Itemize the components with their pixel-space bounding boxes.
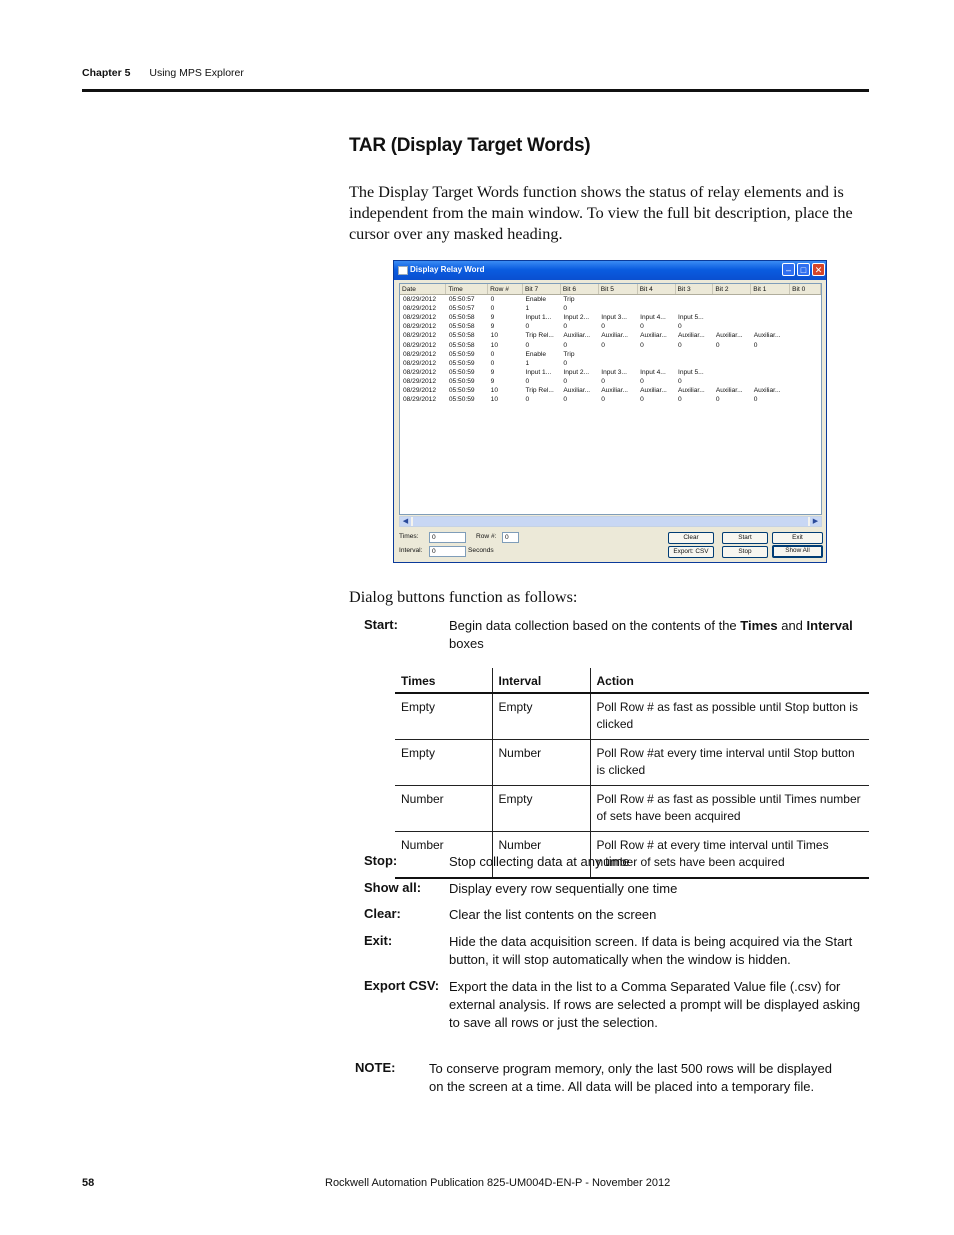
list-cell	[790, 350, 821, 359]
table-cell: Poll Row # as fast as possible until Stop button is clicked	[590, 693, 869, 740]
table-cell: Poll Row # as fast as possible until Times number of sets have been acquired	[590, 786, 869, 832]
table-header: Interval	[492, 668, 590, 693]
relay-word-list[interactable]	[399, 283, 822, 515]
publication-footer: Rockwell Automation Publication 825-UM004D-EN-P - November 2012	[325, 1177, 671, 1189]
list-cell: 9	[490, 323, 495, 331]
stop-button[interactable]: Stop	[722, 546, 768, 558]
list-cell	[751, 322, 790, 331]
list-cell	[790, 359, 821, 368]
list-cell: Auxiliar...	[563, 332, 591, 340]
list-cell: Input 3...	[601, 314, 627, 322]
exit-button[interactable]: Exit	[772, 532, 823, 544]
list-cell: 05:50:57	[448, 296, 475, 304]
list-cell: 0	[601, 377, 605, 385]
list-cell: 0	[678, 396, 682, 404]
list-cell	[790, 368, 821, 377]
list-cell: 08/29/2012	[403, 323, 437, 331]
list-cell	[790, 395, 821, 404]
list-cell: 9	[490, 368, 495, 376]
note-text: To conserve program memory, only the last 500 rows will be displayed on the screen at a time. All data will be placed into a temporary file.	[429, 1061, 832, 1094]
list-row[interactable]	[400, 386, 821, 395]
list-cell: 0	[563, 305, 568, 313]
table-cell: Number	[492, 832, 590, 879]
definition-desc: Hide the data acquisition screen. If data is being acquired via the Start button, it will stop automatically when the window is hidden.	[449, 934, 853, 967]
minimize-icon[interactable]: –	[782, 263, 795, 276]
list-cell: 0	[640, 341, 644, 349]
list-cell: 05:50:58	[448, 332, 475, 340]
list-cell: Trip	[563, 296, 575, 304]
list-cell: 0	[601, 323, 605, 331]
interval-label: Interval:	[399, 547, 423, 554]
dialog-titlebar[interactable]	[394, 261, 826, 280]
list-cell: Enable	[525, 350, 547, 358]
list-cell: 0	[640, 377, 644, 385]
list-cell	[751, 359, 790, 368]
list-cell: 08/29/2012	[403, 341, 437, 349]
list-cell	[675, 295, 713, 305]
list-cell: Auxiliar...	[563, 386, 591, 394]
list-cell	[598, 359, 637, 368]
list-cell: Auxiliar...	[601, 332, 629, 340]
list-cell: Trip	[563, 350, 575, 358]
list-cell	[790, 331, 821, 340]
close-icon[interactable]: ✕	[812, 263, 825, 276]
list-cell: 08/29/2012	[403, 305, 437, 313]
list-cell: 05:50:59	[448, 350, 475, 358]
list-cell: 0	[678, 377, 682, 385]
list-cell: Input 2...	[563, 368, 590, 376]
start-behavior-table	[395, 668, 869, 879]
list-cell	[790, 340, 821, 349]
show-all-button[interactable]: Show All	[772, 545, 823, 558]
list-cell: 05:50:58	[448, 314, 475, 322]
list-cell: 0	[563, 341, 568, 349]
table-cell: Poll Row #at every time interval until Stop button is clicked	[590, 740, 869, 786]
list-column-header[interactable]: Bit 0	[790, 284, 821, 295]
list-cell: 0	[563, 323, 568, 331]
list-cell: Auxiliar...	[678, 332, 705, 340]
definition-term: Stop:	[364, 853, 398, 868]
table-row	[395, 786, 869, 832]
list-cell: 0	[490, 350, 495, 358]
list-cell: Input 5...	[678, 368, 704, 376]
list-cell	[713, 304, 751, 313]
list-column-header[interactable]: Date	[400, 284, 446, 295]
table-cell: Empty	[492, 786, 590, 832]
list-cell	[713, 322, 751, 331]
table-cell: Empty	[492, 693, 590, 740]
window-icon	[398, 266, 408, 275]
list-cell: Auxiliar...	[715, 386, 743, 394]
list-row[interactable]	[400, 322, 821, 331]
start-desc-prefix: Begin data collection based on the contents of the	[449, 618, 741, 633]
list-cell: 0	[525, 377, 530, 385]
list-cell: 05:50:57	[448, 305, 475, 313]
list-cell	[751, 350, 790, 359]
list-cell: Auxiliar...	[715, 332, 743, 340]
scroll-thumb[interactable]	[413, 517, 808, 526]
list-cell	[598, 350, 637, 359]
list-cell	[713, 377, 751, 386]
table-cell: Poll Row # at every time interval until Times number of sets have been acquired	[590, 832, 869, 879]
dialog-buttons-intro: Dialog buttons function as follows:	[349, 588, 578, 606]
list-column-header[interactable]: Time	[446, 284, 488, 295]
definition-term: Exit:	[364, 933, 393, 948]
list-cell	[713, 359, 751, 368]
list-cell: Input 1...	[525, 368, 552, 376]
list-cell: 0	[563, 396, 568, 404]
table-header: Times	[395, 668, 492, 693]
list-row[interactable]	[400, 377, 821, 386]
table-cell: Number	[395, 786, 492, 832]
list-row[interactable]	[400, 304, 821, 313]
relay-word-table	[400, 284, 821, 404]
definition-desc: Export the data in the list to a Comma Separated Value file (.csv) for external analysis. If rows are selected a prompt will be displayed asking to save all rows or just the selection.	[449, 979, 861, 1030]
list-column-header[interactable]: Bit 5	[598, 284, 637, 295]
dialog-title: Display Relay Word	[410, 265, 485, 274]
list-cell: 9	[490, 377, 495, 385]
list-cell: Input 4...	[640, 314, 666, 322]
list-cell: 0	[563, 377, 568, 385]
list-column-header[interactable]: Row #	[488, 284, 523, 295]
list-cell: 0	[601, 341, 605, 349]
list-cell: 0	[715, 396, 720, 404]
list-row[interactable]	[400, 395, 821, 404]
start-desc-times: Times	[740, 618, 778, 633]
list-cell: 08/29/2012	[403, 332, 437, 340]
start-desc-interval: Interval	[806, 618, 853, 633]
definition-term: Clear:	[364, 906, 401, 921]
list-cell: Auxiliar...	[640, 386, 667, 394]
list-cell	[675, 350, 713, 359]
list-column-header[interactable]: Bit 7	[522, 284, 560, 295]
list-cell: Auxiliar...	[753, 332, 781, 340]
list-cell	[598, 295, 637, 305]
interval-input[interactable]: 0	[429, 546, 466, 557]
section-title: TAR (Display Target Words)	[349, 135, 591, 156]
list-cell: 9	[490, 314, 495, 322]
list-cell: 05:50:58	[448, 323, 475, 331]
list-cell	[790, 377, 821, 386]
list-cell: 08/29/2012	[403, 368, 437, 376]
table-row	[395, 740, 869, 786]
section-label: Using MPS Explorer	[149, 67, 244, 79]
list-cell: Enable	[525, 296, 547, 304]
times-input[interactable]: 0	[429, 532, 466, 543]
table-row	[395, 693, 869, 740]
list-cell: Input 5...	[678, 314, 704, 322]
start-desc-and: and	[777, 618, 807, 633]
list-cell: Auxiliar...	[753, 386, 781, 394]
horizontal-scrollbar[interactable]	[399, 516, 822, 527]
list-column-header[interactable]: Bit 2	[713, 284, 751, 295]
list-row[interactable]	[400, 368, 821, 377]
scroll-left-icon[interactable]: ◀	[400, 517, 411, 526]
header-rule	[82, 89, 869, 92]
list-cell: 08/29/2012	[403, 396, 437, 404]
list-row[interactable]	[400, 350, 821, 359]
list-cell: 0	[753, 341, 758, 349]
list-cell: 0	[753, 396, 758, 404]
list-cell: 0	[715, 341, 720, 349]
list-cell: 08/29/2012	[403, 314, 437, 322]
definition-desc: Stop collecting data at any time	[449, 854, 630, 869]
list-cell: 0	[490, 359, 495, 367]
list-cell	[598, 304, 637, 313]
list-column-header[interactable]: Bit 6	[560, 284, 598, 295]
list-cell	[751, 377, 790, 386]
list-cell: 0	[640, 323, 644, 331]
table-cell: Empty	[395, 740, 492, 786]
list-cell	[751, 304, 790, 313]
list-cell	[713, 313, 751, 322]
row-label: Row #:	[476, 533, 497, 540]
table-cell: Number	[492, 740, 590, 786]
list-cell	[751, 295, 790, 305]
definition-term: Show all:	[364, 880, 422, 895]
list-cell: 10	[490, 386, 499, 394]
list-cell: 08/29/2012	[403, 377, 437, 385]
definition-desc: Clear the list contents on the screen	[449, 907, 657, 922]
list-cell	[713, 295, 751, 305]
list-cell	[637, 359, 675, 368]
maximize-icon[interactable]: □	[797, 263, 810, 276]
list-cell: 08/29/2012	[403, 296, 437, 304]
list-cell: 05:50:59	[448, 396, 475, 404]
list-column-header[interactable]: Bit 4	[637, 284, 675, 295]
list-cell	[637, 295, 675, 305]
display-relay-word-dialog	[393, 260, 827, 563]
list-cell: 0	[525, 341, 530, 349]
list-column-header[interactable]: Bit 1	[751, 284, 790, 295]
list-cell: 10	[490, 341, 499, 349]
list-row[interactable]	[400, 359, 821, 368]
list-cell	[790, 386, 821, 395]
list-cell: 0	[678, 341, 682, 349]
table-cell: Empty	[395, 693, 492, 740]
list-cell: Input 4...	[640, 368, 666, 376]
list-cell: 0	[525, 396, 530, 404]
start-desc-suffix: boxes	[449, 636, 484, 651]
start-button[interactable]: Start	[722, 532, 768, 544]
row-input[interactable]: 0	[502, 532, 519, 543]
list-cell: Trip Rel...	[525, 332, 554, 340]
list-cell	[675, 359, 713, 368]
list-cell: 05:50:59	[448, 359, 475, 367]
list-cell: Input 1...	[525, 314, 552, 322]
list-cell: Trip Rel...	[525, 386, 554, 394]
running-header	[82, 67, 244, 79]
list-cell: 0	[601, 396, 605, 404]
list-cell	[637, 350, 675, 359]
list-cell	[713, 350, 751, 359]
list-cell	[751, 368, 790, 377]
list-cell	[790, 304, 821, 313]
table-cell: Number	[395, 832, 492, 879]
definition-term: Export CSV:	[364, 978, 440, 993]
start-desc	[449, 617, 870, 653]
list-cell: Auxiliar...	[678, 386, 705, 394]
list-cell	[751, 313, 790, 322]
table-header: Action	[590, 668, 869, 693]
list-cell: 05:50:59	[448, 386, 475, 394]
clear-button[interactable]: Clear	[668, 532, 714, 544]
list-cell: 08/29/2012	[403, 386, 437, 394]
list-cell: 0	[678, 323, 682, 331]
page-number: 58	[82, 1177, 95, 1189]
definition-desc: Display every row sequentially one time	[449, 881, 678, 896]
list-row[interactable]	[400, 331, 821, 340]
list-row[interactable]	[400, 295, 821, 305]
note-label: NOTE:	[355, 1060, 396, 1075]
list-cell: 08/29/2012	[403, 359, 437, 367]
list-cell: 05:50:59	[448, 368, 475, 376]
list-cell: 05:50:58	[448, 341, 475, 349]
list-cell: 05:50:59	[448, 377, 475, 385]
list-cell	[790, 313, 821, 322]
times-label: Times:	[399, 533, 419, 540]
intro-paragraph: The Display Target Words function shows the status of relay elements and is independent from the main window. To view the full bit description, place the cursor over any masked heading.	[349, 183, 853, 243]
list-cell	[637, 304, 675, 313]
list-cell: 1	[525, 359, 530, 367]
list-cell: Input 3...	[601, 368, 627, 376]
list-cell: 0	[490, 305, 495, 313]
list-row[interactable]	[400, 313, 821, 322]
chapter-label: Chapter 5	[82, 67, 131, 79]
list-cell: Auxiliar...	[601, 386, 629, 394]
list-cell: 0	[640, 396, 644, 404]
scroll-right-icon[interactable]: ▶	[810, 517, 821, 526]
list-cell: 08/29/2012	[403, 350, 437, 358]
list-cell	[790, 295, 821, 305]
list-cell: 0	[490, 296, 495, 304]
seconds-label: Seconds	[468, 547, 494, 554]
list-cell	[713, 368, 751, 377]
list-cell	[790, 322, 821, 331]
list-cell: Input 2...	[563, 314, 590, 322]
list-cell	[675, 304, 713, 313]
list-cell: 1	[525, 305, 530, 313]
list-cell: 0	[525, 323, 530, 331]
start-term: Start:	[364, 617, 398, 632]
list-cell: 10	[490, 332, 499, 340]
list-cell: 0	[563, 359, 568, 367]
list-row[interactable]	[400, 340, 821, 349]
list-column-header[interactable]: Bit 3	[675, 284, 713, 295]
list-cell: 10	[490, 396, 499, 404]
list-cell: Auxiliar...	[640, 332, 667, 340]
export-csv-button[interactable]: Export: CSV	[668, 546, 714, 558]
